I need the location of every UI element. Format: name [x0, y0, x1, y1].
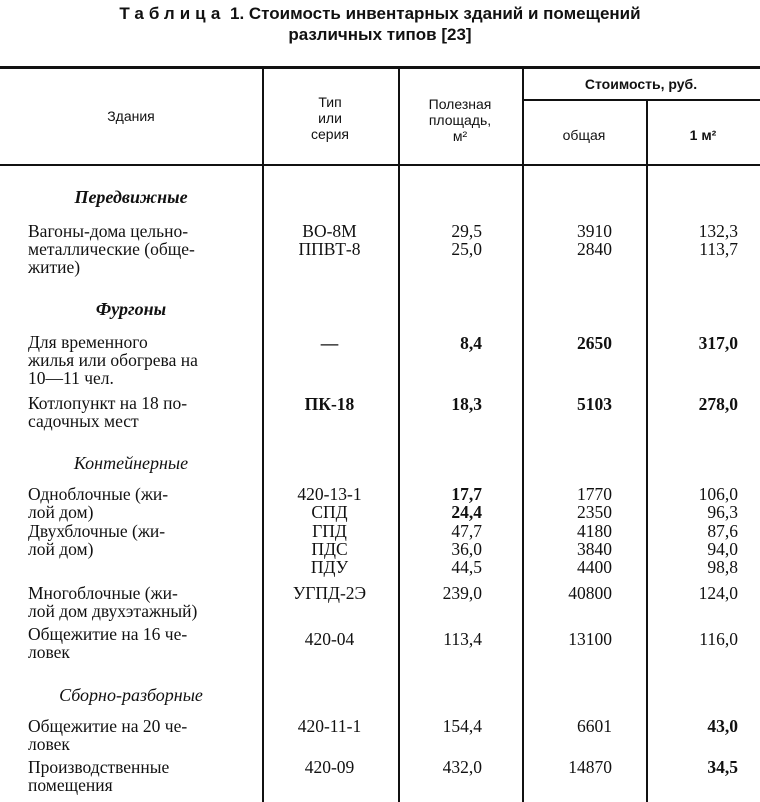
row-area: 8,4 [460, 333, 482, 353]
row-cost-per-m2: 116,0 [699, 629, 738, 649]
row-cost-total: 2650 [577, 333, 612, 353]
row-type: 420-11-1 [297, 716, 362, 736]
row-area: 47,7 36,0 44,5 [451, 521, 482, 577]
row-type: 420-04 [304, 629, 355, 649]
row-area: 113,4 [443, 629, 482, 649]
header-area: Полезная площадь, м² [428, 96, 492, 144]
column-divider-2 [398, 67, 400, 802]
row-name: Двухблочные (жи- лой дом) [28, 521, 166, 559]
row-cost-per-m2: 278,0 [698, 394, 738, 414]
row-name: Вагоны-дома цельно- металлические (обще- житие) [28, 221, 195, 277]
section-title: Контейнерные [73, 453, 189, 473]
row-area: 17,7 24,4 [451, 484, 482, 522]
table-caption-line-1 [0, 3, 760, 24]
row-type: ПК-18 [304, 394, 355, 414]
section-title: Фургоны [95, 299, 167, 319]
row-cost-per-m2: 106,0 96,3 [698, 484, 738, 522]
column-divider-3 [522, 67, 524, 802]
row-name: Общежитие на 20 че- ловек [28, 716, 188, 754]
row-cost-total: 14870 [568, 757, 612, 777]
row-name: Котлопункт на 18 по- садочных мест [28, 393, 188, 431]
row-cost-total: 1770 2350 [577, 484, 612, 522]
table-caption-label: Таблица [119, 4, 226, 23]
row-type: 420-13-1 СПД [297, 484, 362, 522]
row-cost-per-m2: 43,0 [707, 716, 738, 736]
cost-subheader-rule [522, 99, 760, 101]
row-type: — [320, 333, 339, 353]
header-cost-total: общая [562, 127, 606, 143]
header-cost-group: Стоимость, руб. [584, 76, 698, 92]
row-type: ВО-8М ППВТ-8 [298, 221, 361, 259]
header-type: Тип или серия [311, 94, 349, 142]
header-buildings: Здания [107, 108, 155, 124]
row-cost-per-m2: 87,6 94,0 98,8 [707, 521, 738, 577]
row-area: 239,0 [442, 583, 482, 603]
row-cost-total: 6601 [577, 716, 612, 736]
table-top-rule [0, 66, 760, 69]
row-cost-per-m2: 317,0 [698, 333, 738, 353]
table-caption-line-2: различных типов [23] [288, 25, 472, 44]
row-name: Производственные помещения [28, 757, 170, 795]
column-divider-4 [646, 99, 648, 802]
row-cost-total: 13100 [568, 629, 612, 649]
header-cost-per-m2: 1 м² [689, 127, 717, 143]
row-type: ГПД ПДС ПДУ [310, 521, 349, 577]
table-caption-title: 1. Стоимость инвентарных зданий и помещений [225, 4, 641, 23]
row-cost-total: 40800 [568, 583, 612, 603]
row-area: 154,4 [442, 716, 482, 736]
row-name: Общежитие на 16 че- ловек [28, 624, 188, 662]
row-cost-total: 3910 2840 [577, 221, 612, 259]
row-name: Одноблочные (жи- лой дом) [28, 484, 169, 522]
row-cost-per-m2: 124,0 [698, 583, 738, 603]
row-name: Многоблочные (жи- лой дом двухэтажный) [28, 583, 198, 621]
row-cost-per-m2: 34,5 [707, 757, 738, 777]
row-cost-total: 5103 [577, 394, 612, 414]
row-type: УГПД-2Э [292, 583, 367, 603]
row-area: 18,3 [451, 394, 482, 414]
row-area: 29,5 25,0 [451, 221, 482, 259]
row-type: 420-09 [304, 757, 355, 777]
row-cost-per-m2: 132,3 113,7 [698, 221, 738, 259]
column-divider-1 [262, 67, 264, 802]
row-name: Для временного жилья или обогрева на 10—11 чел. [28, 332, 198, 388]
row-cost-total: 4180 3840 4400 [577, 521, 612, 577]
section-title: Передвижные [74, 187, 188, 207]
row-area: 432,0 [442, 757, 482, 777]
section-title: Сборно-разборные [59, 685, 203, 705]
